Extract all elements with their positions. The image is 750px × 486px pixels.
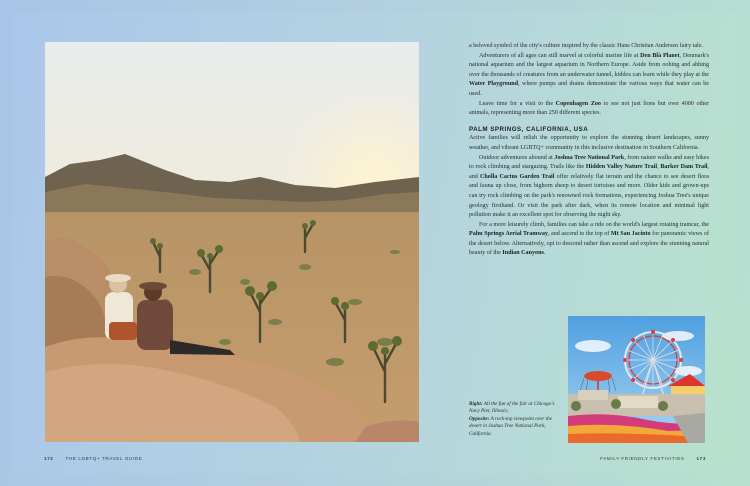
tramway-paragraph: For a more leisurely climb, families can take a ride on the world's largest rotating tramcar, the Palm Springs Aerial Tramway, and ascend to the top of Mt San Jacinto for panoramic views of the desert below. Alternatively, opt to descend rather than ascend and explore the stunning natural beauty of the Indian Canyons. xyxy=(469,221,709,257)
zoo-paragraph: Leave time for a visit to the Copenhagen Zoo to see not just lions but over 4000 other animals, representing more than 250 different species. xyxy=(469,100,709,117)
article-text xyxy=(469,42,709,259)
left-footer xyxy=(44,456,142,461)
caption-label-right: Right: xyxy=(469,401,483,407)
right-running-title: FAMILY-FRIENDLY FESTIVITIES xyxy=(600,456,685,461)
right-page-number: 173 xyxy=(696,456,706,461)
section-heading: PALM SPRINGS, CALIFORNIA, USA xyxy=(469,125,589,133)
right-footer xyxy=(600,456,706,461)
left-running-title: THE LGBTQ+ TRAVEL GUIDE xyxy=(65,456,143,461)
left-page-number: 172 xyxy=(44,456,54,461)
caption-text-right: All the fun of the fair at Chicago's Navy Pier, Illinois; xyxy=(469,401,555,415)
joshua-tree-paragraph: Outdoor adventures abound at Joshua Tree National Park, from nature walks and easy hikes to rock climbing and stargazing. Trails like the Hidden Valley Nature Trail, Barker Dam Trail, and Cholla Cactus Garden Trail offer relatively flat terrain and the chance to see desert flora and fauna up close, from bighorn sheep to desert tortoises and more. Older kids and grown-ups can try rock climbing on the park's renowned rock formations, experiencing Joshua Tree's unique geology firsthand. Or visit the park after dark, when its remote location and minimal light pollution make it an excellent spot for observing the night sky. xyxy=(469,154,710,219)
joshua-tree-photo xyxy=(45,42,419,442)
photo-caption xyxy=(469,401,563,438)
palm-springs-paragraph: Active families will relish the opportunity to explore the stunning desert landscapes, sunny weather, and vibrant LGBTQ+ community in this inclusive destination in Southern California. xyxy=(469,135,709,151)
caption-text-opposite: A rock-top viewpoint over the desert in Joshua Tree National Park, California. xyxy=(469,415,553,437)
navy-pier-photo xyxy=(568,316,705,443)
intro-paragraph: a beloved symbol of the city's culture inspired by the classic Hans Christian Andersen fairy tale. xyxy=(469,43,703,49)
caption-label-opposite: Opposite: xyxy=(469,415,490,422)
den-bla-planet-paragraph: Adventurers of all ages can still marvel at colorful marine life at Den Blå Planet, Denmark's national aquarium and the largest aquarium in Northern Europe. Aside from oohing and ahhing over the thousands of creatures from an underwater tunnel, kiddos can learn while they play at the Water Playground, where pumps and drains demonstrate the various ways that water can be used. xyxy=(469,52,709,97)
